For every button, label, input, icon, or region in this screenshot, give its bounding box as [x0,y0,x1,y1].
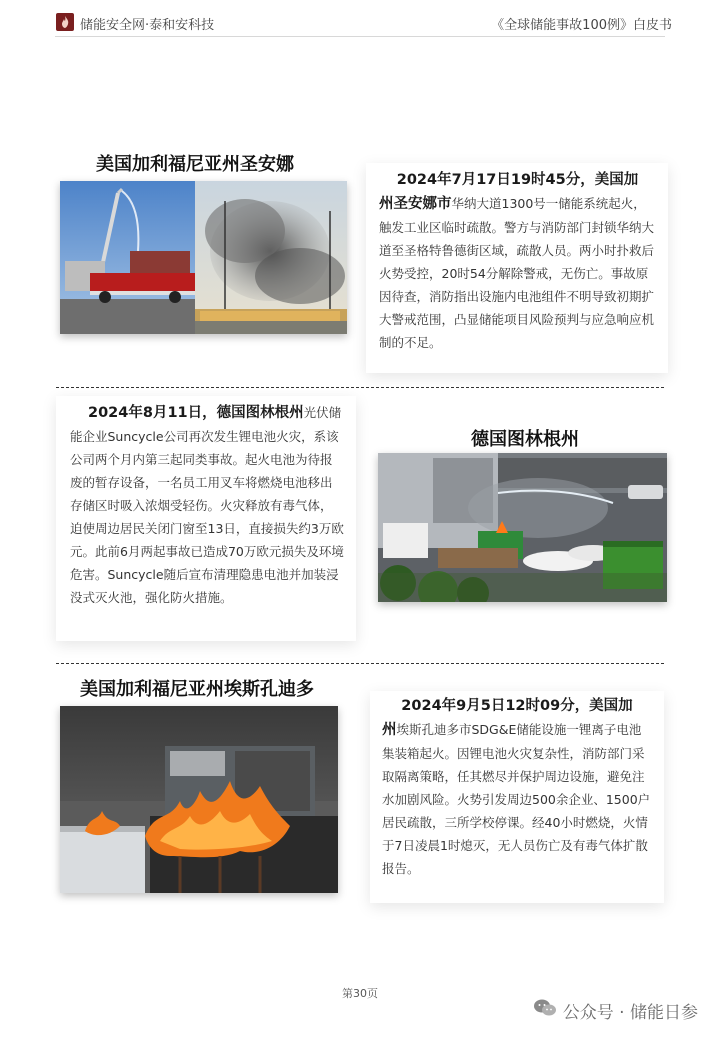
incident-2-location-title: 德国图林根州 [471,429,579,450]
incident-3-lead: 州 [382,722,397,738]
logo-icon [56,13,74,31]
header-divider [55,36,665,37]
wechat-icon [533,998,557,1023]
incident-2-card [56,396,356,641]
header-document-title: 《全球储能事故100例》白皮书 [491,18,672,33]
incident-3-photo [60,706,338,893]
section-divider-1 [56,387,664,388]
incident-1-date: 2024年7月17日19时45分，美国加 [396,172,639,188]
section-divider-2 [56,663,664,664]
header-org-name: 储能安全网·泰和安科技 [80,18,215,33]
incident-2-date: 2024年8月11日，德国图林根州 [88,405,304,421]
incident-1-body: 华纳大道1300号一储能系统起火，触发工业区临时疏散。警方与消防部门封锁华纳大道至圣格特鲁德街区域，疏散人员。两小时扑救后火势受控，20时54分解除警戒，无伤亡。事故原因待查，消防指出设施内电池组件不明导致初期扩大警戒范围，凸显储能项目风险预判与应急响应机制的不足。 [379,196,655,350]
incident-3-location-title: 美国加利福尼亚州埃斯孔迪多 [80,679,314,700]
incident-3-card [370,691,664,903]
page-number: 第30页 [342,987,378,1000]
incident-2-photo [378,453,667,602]
watermark-text: 公众号 · 储能日参 [562,1003,698,1023]
incident-3-body: 埃斯孔迪多市SDG&E储能设施一锂离子电池集装箱起火。因锂电池火灾复杂性，消防部门采取隔离策略，任其燃尽并保护周边设施，避免注水加剧风险。火势引发周边500余企业、1500户居民疏散，三所学校停课。经40小时燃烧，火情于7日凌晨1时熄灭，无人员伤亡及有毒气体扩散报告。 [382,722,651,876]
incident-1-card [366,163,668,373]
incident-3-date: 2024年9月5日12时09分，美国加 [401,698,633,714]
incident-1-photo [60,181,347,334]
incident-1-location-title: 美国加利福尼亚州圣安娜 [96,154,294,175]
watermark [533,998,698,1023]
incident-2-body: 光伏储能企业Suncycle公司再次发生锂电池火灾，系该公司两个月内第三起同类事故。起火电池为待报废的暂存设备，一名员工用叉车将燃烧电池移出存储区时吸入浓烟受轻伤。火灾释放有毒气体，迫使周边居民关闭门窗至13日，直接损失约3万欧元。此前6月两起事故已造成70万欧元损失及环境危害。Suncycle随后宣布清理隐患电池并加装浸没式灭火池，强化防火措施。 [70,405,344,605]
incident-1-lead: 州圣安娜市 [379,196,452,212]
